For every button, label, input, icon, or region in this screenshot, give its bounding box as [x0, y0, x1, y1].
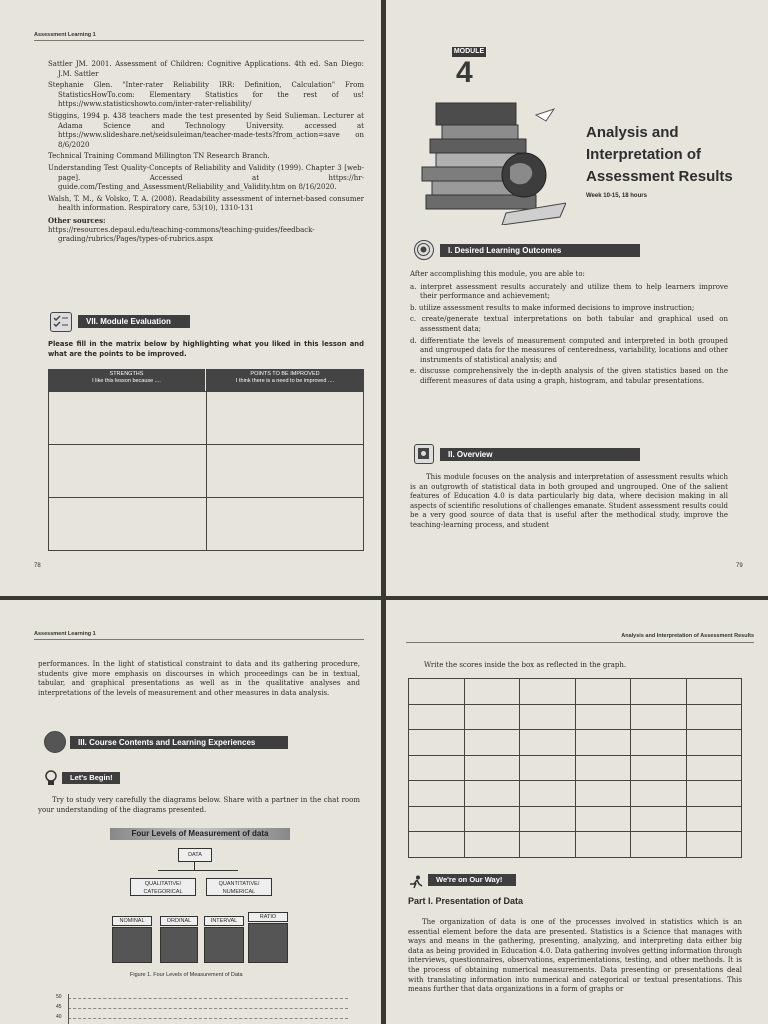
lets-begin-label: Let's Begin! [62, 772, 120, 784]
section-ribbon-learning-outcomes: I. Desired Learning Outcomes [440, 244, 640, 257]
score-grid [408, 678, 742, 858]
score-cell[interactable] [686, 755, 742, 781]
score-cell[interactable] [520, 832, 576, 858]
data-node: DATA [178, 848, 212, 862]
target-icon [414, 240, 434, 260]
other-sources-title: Other sources: [48, 215, 106, 225]
header-rule [406, 642, 754, 643]
score-cell[interactable] [409, 781, 465, 807]
score-cell[interactable] [464, 704, 520, 730]
title-line: Interpretation of [586, 146, 701, 163]
outcomes-block [410, 270, 728, 389]
improve-header [206, 369, 364, 391]
book-icon [414, 444, 434, 464]
try-text: Try to study very carefully the diagrams below. Share with a partner in the chat room your understanding of the diagrams presented. [38, 796, 360, 814]
on-our-way-label: We're on Our Way! [428, 874, 516, 886]
reference-item: Understanding Test Quality-Concepts of Reliability and Validity (1999). Chapter 3 [web-page]. Accessed at https://hr- guide.com/Testing_and_Assessment/Reliability_and_Validity.htm on 8/16/2020. [48, 163, 364, 192]
ordinal-description [160, 927, 198, 963]
reference-item: Walsh, T. M., & Volsko, T. A. (2008). Readability assessment of internet-based consumer health information. Respiratory care, 53(10), 1310-131 [48, 194, 364, 213]
score-cell[interactable] [575, 781, 631, 807]
connector-line [158, 870, 238, 871]
ordinal-node: ORDINAL [160, 916, 198, 926]
score-cell[interactable] [631, 730, 687, 756]
score-cell[interactable] [575, 730, 631, 756]
running-header: Assessment Learning 1 [34, 32, 96, 38]
y-tick-label: 45 [56, 1004, 62, 1010]
improve-title: POINTS TO BE IMPROVED [250, 371, 320, 377]
ratio-description [248, 923, 288, 963]
reference-item: Technical Training Command Millington TN Research Branch. [48, 152, 270, 161]
strengths-title: STRENGTHS [109, 371, 144, 377]
score-cell[interactable] [575, 704, 631, 730]
interval-node: INTERVAL [204, 916, 244, 926]
header-rule [34, 639, 364, 640]
module-label: MODULE [453, 48, 485, 55]
presentation-paragraph: The organization of data is one of the processes involved in statistics which is an essential element before the data are presented. Statistics is a Science that manages with ways and means in the gathering, presenting, analyzing, and interpreting data either big data as being provided in Education 4.0. Data gathering involves getting information through interviews, questionnaires, observations, experimentations, testing, and other methods. It is the process of obtaining numerical measurements. Data presenting or presentations deal with translating information into numerical and categorical or textual presentations. This means further that data organizations in a form of graphs or [408, 918, 742, 994]
page-80 [0, 600, 381, 1024]
matrix-cell[interactable] [49, 498, 207, 551]
score-cell[interactable] [575, 832, 631, 858]
intro-paragraph: performances. In the light of statistical constraint to data and its gathering procedure, students give more emphasis on discourses in which proceedings can be in textual, tabular, and graphical presentations as well as in the qualitative analyses and interpretations of the levels of measurement and other measures in data analysis. [38, 660, 360, 697]
score-cell[interactable] [520, 781, 576, 807]
score-cell[interactable] [464, 806, 520, 832]
matrix-cell[interactable] [49, 392, 207, 445]
gridline [68, 1018, 348, 1019]
section-ribbon-module-evaluation: VII. Module Evaluation [78, 315, 190, 328]
score-cell[interactable] [464, 781, 520, 807]
score-cell[interactable] [631, 781, 687, 807]
header-rule [34, 40, 364, 41]
references-list [48, 60, 364, 247]
page-81 [386, 600, 768, 1024]
week-info: Week 10-15, 18 hours [586, 193, 647, 199]
objective-item: e. discusse comprehensively the in-depth analysis of the given statistics based on the different measures of data using a graph, histogram, and tabular presentations. [410, 367, 728, 385]
module-number: 4 [456, 56, 473, 89]
improve-subtitle: I think there is a need to be improved .... [235, 378, 335, 384]
page-number: 78 [34, 563, 41, 569]
score-cell[interactable] [464, 730, 520, 756]
matrix-cell[interactable] [206, 445, 364, 498]
score-cell[interactable] [464, 832, 520, 858]
score-cell[interactable] [631, 806, 687, 832]
score-cell[interactable] [686, 781, 742, 807]
quantitative-node: QUANTITATIVE/ NUMERICAL [206, 878, 272, 896]
page-78 [0, 0, 381, 596]
section-ribbon-overview: II. Overview [440, 448, 640, 461]
score-cell[interactable] [520, 806, 576, 832]
strengths-subtitle: I like this lesson because .... [92, 378, 161, 384]
objective-item: a. interpret assessment results accurately and utilize them to help learners improve their performance and achievement; [410, 282, 728, 301]
score-cell[interactable] [520, 704, 576, 730]
strengths-header [48, 369, 205, 391]
overview-text: This module focuses on the analysis and interpretation of assessment results which is an outgrowth of statistical data in both grouped and ungrouped. One of the salient features of Education 4.0 is data particularly big data, where decision making in all aspects of scientific resolutions of challenges emanate. Student assessment results could be a very good source of data that is useful after the methodical study, improve the teaching-learning process, and student [410, 473, 728, 529]
score-cell[interactable] [409, 832, 465, 858]
score-cell[interactable] [520, 679, 576, 705]
score-cell[interactable] [686, 704, 742, 730]
score-cell[interactable] [409, 704, 465, 730]
module-title [586, 122, 733, 188]
reference-item: Stephanie Glen. "Inter-rater Reliability IRR: Definition, Calculation" From StatisticsHowTo.com: Elementary Statistics for the rest of us! https://www.statisticshowto.com/inter-rater-reliability/ [48, 81, 364, 109]
bar-graph-partial [56, 994, 366, 1024]
page-number: 79 [736, 563, 743, 569]
evaluation-instruction: Please fill in the matrix below by highlighting what you liked in this lesson and what are the points to be improved. [48, 340, 364, 358]
score-cell[interactable] [464, 755, 520, 781]
score-cell[interactable] [409, 806, 465, 832]
objective-item: b. utilize assessment results to make informed decisions to improve instruction; [410, 303, 695, 312]
score-cell[interactable] [686, 730, 742, 756]
score-instruction: Write the scores inside the box as reflected in the graph. [424, 661, 627, 669]
gridline [68, 998, 348, 999]
nominal-node: NOMINAL [112, 916, 152, 926]
score-cell[interactable] [686, 679, 742, 705]
connector-line [194, 862, 195, 870]
score-cell[interactable] [631, 755, 687, 781]
y-tick-label: 50 [56, 994, 62, 1000]
page-79 [386, 0, 768, 596]
score-cell[interactable] [409, 679, 465, 705]
title-line: Assessment Results [586, 168, 733, 185]
qualitative-node: QUALITATIVE/ CATEGORICAL [130, 878, 196, 896]
score-cell[interactable] [686, 806, 742, 832]
score-cell[interactable] [575, 679, 631, 705]
section-ribbon-course-contents: III. Course Contents and Learning Experiences [70, 736, 288, 749]
gridline [68, 1008, 348, 1009]
y-axis [68, 994, 69, 1024]
score-cell[interactable] [520, 755, 576, 781]
score-cell[interactable] [464, 679, 520, 705]
figure-caption: Figure 1. Four Levels of Measurement of Data [130, 972, 243, 978]
matrix-cell[interactable] [206, 392, 364, 445]
course-icon [44, 731, 66, 753]
outcomes-intro: After accomplishing this module, you are able to: [410, 270, 585, 278]
running-figure-icon [408, 874, 424, 888]
part-title: Part I. Presentation of Data [408, 896, 524, 906]
score-cell[interactable] [575, 755, 631, 781]
y-tick-label: 40 [56, 1014, 62, 1020]
books-globe-illustration [406, 95, 566, 225]
diagram-title: Four Levels of Measurement of data [110, 828, 290, 840]
score-cell[interactable] [409, 730, 465, 756]
score-cell[interactable] [686, 832, 742, 858]
lightbulb-icon [44, 770, 58, 786]
evaluation-matrix [48, 391, 364, 551]
interval-description [204, 927, 244, 963]
running-header: Assessment Learning 1 [34, 631, 96, 637]
ratio-node: RATIO [248, 912, 288, 922]
objective-item: c. create/generate textual interpretations on both tabular and graphical used on assessment data; [410, 315, 728, 333]
score-cell[interactable] [631, 679, 687, 705]
matrix-cell[interactable] [206, 498, 364, 551]
score-cell[interactable] [575, 806, 631, 832]
score-cell[interactable] [409, 755, 465, 781]
reference-item: Stiggins, 1994 p. 438 teachers made the test presented by Seid Sulieman. Lecturer at Adama Science and Technology University. accessed at https://www.slideshare.net/seidsuleiman/teacher-made-tests?from_action=save on 8/6/2020 [48, 111, 364, 149]
score-cell[interactable] [631, 704, 687, 730]
objective-item: d. differentiate the levels of measurement computed and interpreted in both grouped and ungrouped data for the measures of centeredness, variability, locations and other instruments of statistical analysis; and [410, 336, 728, 364]
running-header: Analysis and Interpretation of Assessment Results [621, 633, 754, 639]
checklist-icon [50, 312, 72, 332]
other-source-link: https://resources.depaul.edu/teaching-commons/teaching-guides/feedback-grading/rubrics/Pages/types-of-rubrics.aspx [48, 225, 315, 244]
score-cell[interactable] [520, 730, 576, 756]
nominal-description [112, 927, 152, 963]
reference-item: Sattler JM. 2001. Assessment of Children: Cognitive Applications. 4th ed. San Diego: J.M. Sattler [48, 60, 364, 78]
title-line: Analysis and [586, 124, 679, 141]
matrix-cell[interactable] [49, 445, 207, 498]
score-cell[interactable] [631, 832, 687, 858]
